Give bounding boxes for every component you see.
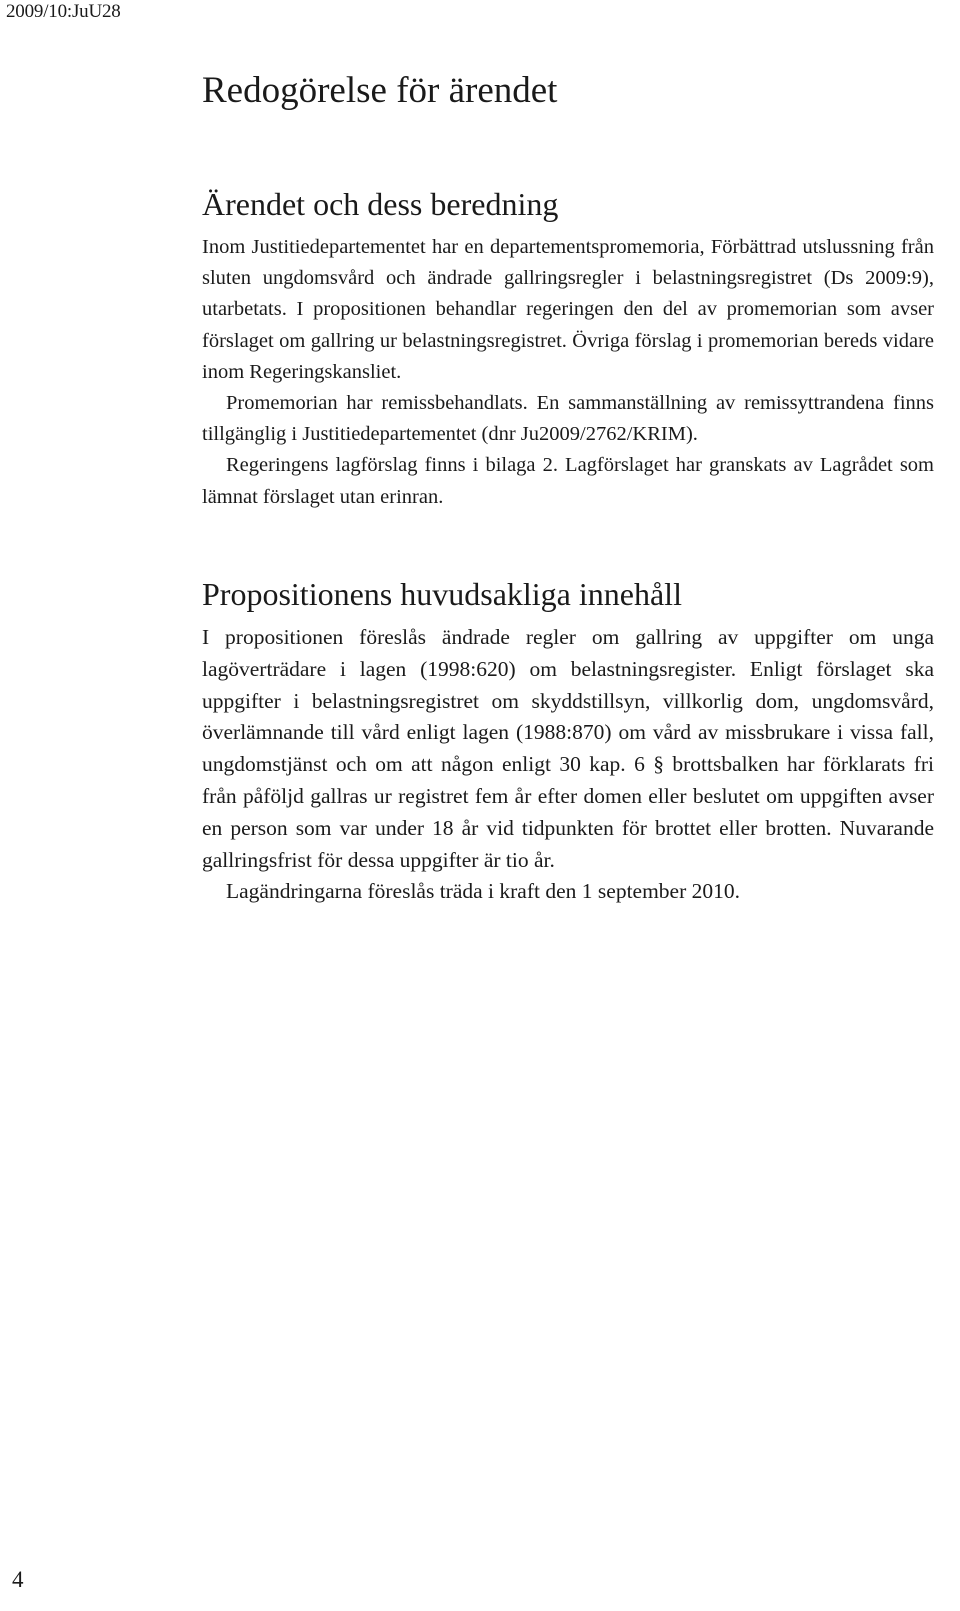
section-heading: Ärendet och dess beredning [202,186,559,222]
section-arendet-och-beredning [202,182,934,513]
paragraph: Promemorian har remissbehandlats. En sammanställning av remissyttrandena finns tillgänglig i Justitiedepartementet (dnr Ju2009/2762/KRIM). [202,392,934,446]
paragraph: I propositionen föreslås ändrade regler om gallring av uppgifter om unga lagöverträdare i lagen (1998:620) om belastningsregister. Enligt förslaget ska uppgifter i belastningsregistret om skyddstillsyn, villkorlig dom, ungdomsvård, överlämnande till vård enligt lagen (1988:870) om vård av missbrukare i vissa fall, ungdomstjänst och om att någon enligt 30 kap. 6 § brottsbalken har förklarats fri från påföljd gallras ur registret fem år efter domen eller beslutet om uppgiften avser en person som var under 18 år vid tidpunkten för brottet eller brotten. Nuvarande gallringsfrist för dessa uppgifter är tio år. [202,625,934,872]
section-heading: Propositionens huvudsakliga innehåll [202,576,682,612]
page-title: Redogörelse för ärendet [202,70,558,111]
section-body [202,622,934,908]
section-huvudsakliga-innehall [202,572,934,908]
page-number: 4 [12,1567,24,1592]
paragraph: Lagändringarna föreslås träda i kraft den 1 september 2010. [226,879,741,904]
document-id: 2009/10:JuU28 [6,1,121,22]
paragraph: Regeringens lagförslag finns i bilaga 2. Lagförslaget har granskats av Lagrådet som lämnat förslaget utan erinran. [202,454,934,508]
section-body [202,232,934,513]
paragraph: Inom Justitiedepartementet har en departementspromemoria, Förbättrad utslussning från sluten ungdomsvård och ändrade gallringsregler i belastningsregistret (Ds 2009:9), utarbetats. I propositionen behandlar regeringen den del av promemorian som avser förslaget om gallring ur belastningsregistret. Övriga förslag i promemorian bereds vidare inom Regeringskansliet. [202,236,934,383]
